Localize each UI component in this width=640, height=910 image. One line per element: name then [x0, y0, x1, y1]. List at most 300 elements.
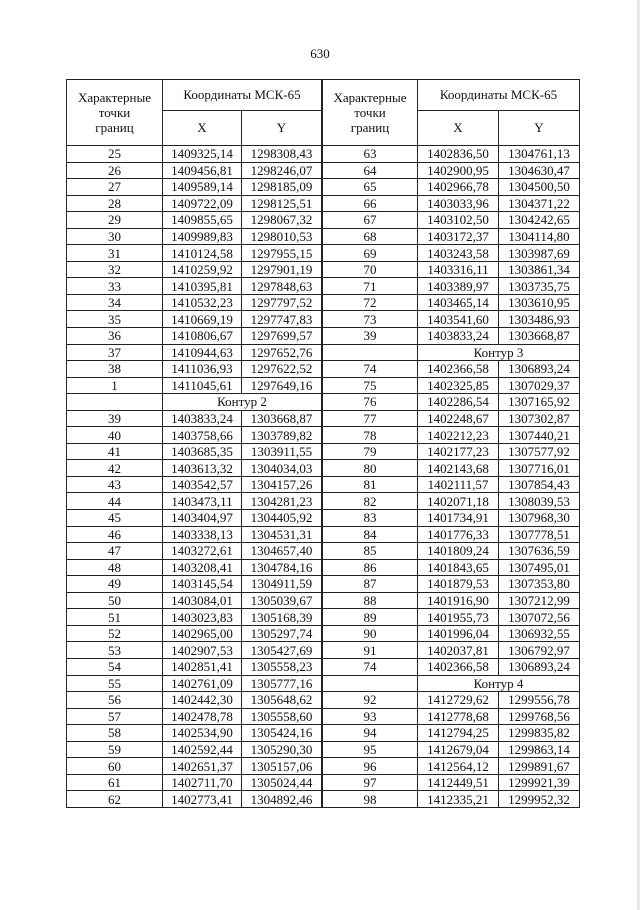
y-cell: 1308039,53: [499, 493, 580, 510]
table-row: [323, 394, 580, 411]
point-cell: 39: [67, 410, 163, 427]
point-cell: 96: [323, 758, 418, 775]
table-row: [67, 725, 322, 742]
point-header-line-2: точки: [98, 105, 131, 120]
empty-cell: [323, 344, 418, 361]
y-cell: 1307072,56: [499, 609, 580, 626]
y-cell: 1297699,57: [242, 328, 322, 345]
point-header-line-1: Характерные: [333, 90, 407, 105]
x-cell: 1402851,41: [163, 658, 242, 675]
y-cell: 1304281,23: [242, 493, 322, 510]
point-cell: 79: [323, 443, 418, 460]
y-cell: 1303911,55: [242, 443, 322, 460]
right-table-body: [323, 146, 580, 808]
table-row: [323, 576, 580, 593]
x-cell: 1403033,96: [418, 195, 499, 212]
table-row: [323, 278, 580, 295]
x-cell: 1402071,18: [418, 493, 499, 510]
x-cell: 1402177,23: [418, 443, 499, 460]
x-cell: 1409325,14: [163, 146, 242, 163]
y-column-header: Y: [242, 111, 322, 146]
x-cell: 1402965,00: [163, 625, 242, 642]
table-row: [67, 758, 322, 775]
point-cell: 66: [323, 195, 418, 212]
x-cell: 1401996,04: [418, 625, 499, 642]
x-cell: 1402592,44: [163, 741, 242, 758]
table-row: [323, 212, 580, 229]
y-cell: 1299863,14: [499, 741, 580, 758]
point-cell: 74: [323, 361, 418, 378]
table-row: [67, 526, 322, 543]
x-cell: 1410395,81: [163, 278, 242, 295]
x-cell: 1401916,90: [418, 592, 499, 609]
x-cell: 1409722,09: [163, 195, 242, 212]
x-cell: 1402212,23: [418, 427, 499, 444]
point-cell: 50: [67, 592, 163, 609]
x-cell: 1401776,33: [418, 526, 499, 543]
table-row: [67, 609, 322, 626]
y-cell: 1303486,93: [499, 311, 580, 328]
point-cell: 45: [67, 510, 163, 527]
table-row: [67, 576, 322, 593]
point-cell: 1: [67, 377, 163, 394]
y-cell: 1304371,22: [499, 195, 580, 212]
point-cell: 67: [323, 212, 418, 229]
y-cell: 1305648,62: [242, 692, 322, 709]
table-row: [67, 559, 322, 576]
y-cell: 1304911,59: [242, 576, 322, 593]
table-row: [67, 212, 322, 229]
contour-label: Контур 4: [418, 675, 580, 692]
y-cell: 1299891,67: [499, 758, 580, 775]
x-cell: 1403758,66: [163, 427, 242, 444]
table-row: [323, 245, 580, 262]
point-cell: 95: [323, 741, 418, 758]
point-cell: 77: [323, 410, 418, 427]
x-cell: 1411045,61: [163, 377, 242, 394]
x-cell: 1410124,58: [163, 245, 242, 262]
point-cell: 70: [323, 261, 418, 278]
x-cell: 1412679,04: [418, 741, 499, 758]
point-cell: 36: [67, 328, 163, 345]
y-cell: 1298125,51: [242, 195, 322, 212]
y-cell: 1307577,92: [499, 443, 580, 460]
point-cell: 30: [67, 228, 163, 245]
point-cell: 61: [67, 774, 163, 791]
point-cell: 40: [67, 427, 163, 444]
point-cell: 74: [323, 658, 418, 675]
y-cell: 1298246,07: [242, 162, 322, 179]
point-cell: 41: [67, 443, 163, 460]
point-cell: 87: [323, 576, 418, 593]
table-row: [67, 195, 322, 212]
table-row: [323, 328, 580, 345]
point-cell: 51: [67, 609, 163, 626]
point-column-header: [323, 80, 418, 146]
x-cell: 1402651,37: [163, 758, 242, 775]
table-row: [67, 361, 322, 378]
y-cell: 1305297,74: [242, 625, 322, 642]
table-row: [67, 427, 322, 444]
y-cell: 1307854,43: [499, 476, 580, 493]
point-cell: 43: [67, 476, 163, 493]
y-cell: 1307440,21: [499, 427, 580, 444]
table-row: [323, 774, 580, 791]
table-row: [67, 162, 322, 179]
x-cell: 1403145,54: [163, 576, 242, 593]
y-cell: 1297901,19: [242, 261, 322, 278]
table-row: [67, 443, 322, 460]
x-column-header: X: [418, 111, 499, 146]
y-cell: 1304242,65: [499, 212, 580, 229]
point-cell: 82: [323, 493, 418, 510]
x-cell: 1409855,65: [163, 212, 242, 229]
x-cell: 1412794,25: [418, 725, 499, 742]
y-cell: 1304784,16: [242, 559, 322, 576]
x-cell: 1401734,91: [418, 510, 499, 527]
x-cell: 1412778,68: [418, 708, 499, 725]
table-row: [323, 162, 580, 179]
table-row: [67, 510, 322, 527]
y-cell: 1307968,30: [499, 510, 580, 527]
point-cell: 84: [323, 526, 418, 543]
point-header-line-3: границ: [350, 120, 390, 135]
point-cell: 55: [67, 675, 163, 692]
table-row: [323, 179, 580, 196]
point-cell: 59: [67, 741, 163, 758]
x-column-header: X: [163, 111, 242, 146]
x-cell: 1403084,01: [163, 592, 242, 609]
point-cell: 78: [323, 427, 418, 444]
point-cell: 98: [323, 791, 418, 808]
y-cell: 1305777,16: [242, 675, 322, 692]
y-cell: 1297622,52: [242, 361, 322, 378]
x-cell: 1402248,67: [418, 410, 499, 427]
contour-label: Контур 3: [418, 344, 580, 361]
point-cell: 90: [323, 625, 418, 642]
point-header-line-3: границ: [95, 120, 134, 135]
y-cell: 1307165,92: [499, 394, 580, 411]
point-cell: 88: [323, 592, 418, 609]
y-cell: 1305424,16: [242, 725, 322, 742]
x-cell: 1402836,50: [418, 146, 499, 163]
y-cell: 1307212,99: [499, 592, 580, 609]
x-cell: 1401955,73: [418, 609, 499, 626]
point-cell: 25: [67, 146, 163, 163]
y-cell: 1305168,39: [242, 609, 322, 626]
x-cell: 1403404,97: [163, 510, 242, 527]
x-cell: 1402366,58: [418, 361, 499, 378]
page-number: 630: [310, 46, 330, 61]
contour-row: [323, 675, 580, 692]
x-cell: 1402773,41: [163, 791, 242, 808]
table-row: [323, 526, 580, 543]
y-cell: 1303735,75: [499, 278, 580, 295]
point-cell: 48: [67, 559, 163, 576]
y-cell: 1306792,97: [499, 642, 580, 659]
y-cell: 1304500,50: [499, 179, 580, 196]
y-cell: 1304405,92: [242, 510, 322, 527]
y-cell: 1303987,69: [499, 245, 580, 262]
x-cell: 1402111,57: [418, 476, 499, 493]
table-row: [67, 377, 322, 394]
x-cell: 1412449,51: [418, 774, 499, 791]
point-cell: 54: [67, 658, 163, 675]
table-row: [323, 758, 580, 775]
point-cell: 47: [67, 543, 163, 560]
x-cell: 1402966,78: [418, 179, 499, 196]
y-cell: 1305157,06: [242, 758, 322, 775]
y-cell: 1303861,34: [499, 261, 580, 278]
table-row: [323, 658, 580, 675]
table-row: [323, 708, 580, 725]
y-cell: 1306893,24: [499, 658, 580, 675]
table-row: [323, 609, 580, 626]
point-cell: 64: [323, 162, 418, 179]
x-cell: 1403316,11: [418, 261, 499, 278]
table-row: [323, 460, 580, 477]
point-cell: 89: [323, 609, 418, 626]
y-cell: 1306932,55: [499, 625, 580, 642]
x-cell: 1401843,65: [418, 559, 499, 576]
x-cell: 1403272,61: [163, 543, 242, 560]
table-row: [323, 410, 580, 427]
table-row: [67, 328, 322, 345]
x-cell: 1402711,70: [163, 774, 242, 791]
point-cell: 32: [67, 261, 163, 278]
y-cell: 1304157,26: [242, 476, 322, 493]
x-cell: 1412335,21: [418, 791, 499, 808]
point-cell: 94: [323, 725, 418, 742]
x-cell: 1403338,13: [163, 526, 242, 543]
y-cell: 1297955,15: [242, 245, 322, 262]
x-cell: 1409589,14: [163, 179, 242, 196]
x-cell: 1401809,24: [418, 543, 499, 560]
x-cell: 1403243,58: [418, 245, 499, 262]
left-table-body: [67, 146, 322, 808]
table-row: [323, 261, 580, 278]
table-row: [323, 791, 580, 808]
y-cell: 1297747,83: [242, 311, 322, 328]
point-cell: 35: [67, 311, 163, 328]
contour-label: Контур 2: [163, 394, 322, 411]
point-cell: 46: [67, 526, 163, 543]
table-row: [323, 559, 580, 576]
table-row: [323, 476, 580, 493]
table-row: [67, 774, 322, 791]
table-row: [67, 146, 322, 163]
point-cell: 91: [323, 642, 418, 659]
point-cell: 65: [323, 179, 418, 196]
x-cell: 1401879,53: [418, 576, 499, 593]
point-cell: 63: [323, 146, 418, 163]
point-cell: 73: [323, 311, 418, 328]
y-cell: 1306893,24: [499, 361, 580, 378]
x-cell: 1403833,24: [418, 328, 499, 345]
point-column-header: [67, 80, 163, 146]
empty-cell: [67, 394, 163, 411]
x-cell: 1403172,37: [418, 228, 499, 245]
y-cell: 1303610,95: [499, 294, 580, 311]
y-cell: 1304657,40: [242, 543, 322, 560]
x-cell: 1403542,57: [163, 476, 242, 493]
x-cell: 1410259,92: [163, 261, 242, 278]
y-cell: 1305427,69: [242, 642, 322, 659]
table-row: [67, 741, 322, 758]
point-cell: 58: [67, 725, 163, 742]
x-cell: 1402037,81: [418, 642, 499, 659]
table-row: [67, 311, 322, 328]
table-row: [67, 791, 322, 808]
point-cell: 86: [323, 559, 418, 576]
y-cell: 1304034,03: [242, 460, 322, 477]
coordinates-table-left: [66, 79, 322, 808]
y-cell: 1299556,78: [499, 692, 580, 709]
y-cell: 1305290,30: [242, 741, 322, 758]
table-row: [67, 460, 322, 477]
point-cell: 33: [67, 278, 163, 295]
x-cell: 1403613,32: [163, 460, 242, 477]
x-cell: 1410532,23: [163, 294, 242, 311]
point-cell: 97: [323, 774, 418, 791]
y-cell: 1298010,53: [242, 228, 322, 245]
table-row: [323, 741, 580, 758]
table-row: [67, 344, 322, 361]
y-cell: 1303789,82: [242, 427, 322, 444]
point-cell: 72: [323, 294, 418, 311]
table-row: [323, 427, 580, 444]
x-cell: 1409989,83: [163, 228, 242, 245]
table-row: [323, 543, 580, 560]
table-row: [323, 294, 580, 311]
point-cell: 39: [323, 328, 418, 345]
point-cell: 34: [67, 294, 163, 311]
y-cell: 1307716,01: [499, 460, 580, 477]
point-cell: 69: [323, 245, 418, 262]
point-cell: 76: [323, 394, 418, 411]
point-cell: 38: [67, 361, 163, 378]
y-cell: 1307636,59: [499, 543, 580, 560]
y-cell: 1298067,32: [242, 212, 322, 229]
x-cell: 1403473,11: [163, 493, 242, 510]
table-row: [67, 675, 322, 692]
point-cell: 37: [67, 344, 163, 361]
point-cell: 42: [67, 460, 163, 477]
x-cell: 1403023,83: [163, 609, 242, 626]
x-cell: 1402478,78: [163, 708, 242, 725]
y-cell: 1305558,23: [242, 658, 322, 675]
y-cell: 1299835,82: [499, 725, 580, 742]
x-cell: 1402366,58: [418, 658, 499, 675]
y-cell: 1304892,46: [242, 791, 322, 808]
y-cell: 1299952,32: [499, 791, 580, 808]
x-cell: 1403541,60: [418, 311, 499, 328]
coords-header: Координаты МСК-65: [163, 80, 322, 111]
x-cell: 1410806,67: [163, 328, 242, 345]
point-cell: 85: [323, 543, 418, 560]
x-cell: 1403685,35: [163, 443, 242, 460]
y-cell: 1305558,60: [242, 708, 322, 725]
table-row: [67, 543, 322, 560]
y-cell: 1305024,44: [242, 774, 322, 791]
table-row: [67, 708, 322, 725]
point-cell: 92: [323, 692, 418, 709]
point-cell: 28: [67, 195, 163, 212]
y-cell: 1304114,80: [499, 228, 580, 245]
y-cell: 1304630,47: [499, 162, 580, 179]
table-row: [67, 261, 322, 278]
x-cell: 1403833,24: [163, 410, 242, 427]
table-row: [323, 493, 580, 510]
y-cell: 1297797,52: [242, 294, 322, 311]
table-row: [323, 311, 580, 328]
point-cell: 49: [67, 576, 163, 593]
table-row: [67, 179, 322, 196]
empty-cell: [323, 675, 418, 692]
y-cell: 1305039,67: [242, 592, 322, 609]
contour-row: [67, 394, 322, 411]
x-cell: 1402325,85: [418, 377, 499, 394]
y-cell: 1307495,01: [499, 559, 580, 576]
x-cell: 1402900,95: [418, 162, 499, 179]
point-cell: 60: [67, 758, 163, 775]
x-cell: 1402534,90: [163, 725, 242, 742]
point-cell: 56: [67, 692, 163, 709]
table-row: [323, 592, 580, 609]
table-row: [67, 692, 322, 709]
table-row: [67, 625, 322, 642]
x-cell: 1402907,53: [163, 642, 242, 659]
x-cell: 1402761,09: [163, 675, 242, 692]
table-row: [67, 278, 322, 295]
x-cell: 1402143,68: [418, 460, 499, 477]
table-row: [323, 692, 580, 709]
y-cell: 1307029,37: [499, 377, 580, 394]
point-cell: 26: [67, 162, 163, 179]
x-cell: 1409456,81: [163, 162, 242, 179]
point-cell: 83: [323, 510, 418, 527]
y-cell: 1297848,63: [242, 278, 322, 295]
x-cell: 1412564,12: [418, 758, 499, 775]
x-cell: 1403102,50: [418, 212, 499, 229]
table-row: [323, 361, 580, 378]
table-row: [67, 493, 322, 510]
y-cell: 1303668,87: [242, 410, 322, 427]
point-cell: 44: [67, 493, 163, 510]
x-cell: 1410669,19: [163, 311, 242, 328]
y-cell: 1297652,76: [242, 344, 322, 361]
point-cell: 52: [67, 625, 163, 642]
table-row: [323, 377, 580, 394]
point-cell: 53: [67, 642, 163, 659]
table-row: [323, 642, 580, 659]
point-cell: 29: [67, 212, 163, 229]
table-row: [67, 658, 322, 675]
x-cell: 1410944,63: [163, 344, 242, 361]
table-row: [67, 592, 322, 609]
point-cell: 75: [323, 377, 418, 394]
point-cell: 31: [67, 245, 163, 262]
y-column-header: Y: [499, 111, 580, 146]
point-cell: 68: [323, 228, 418, 245]
coords-header: Координаты МСК-65: [418, 80, 580, 111]
y-cell: 1307353,80: [499, 576, 580, 593]
x-cell: 1402286,54: [418, 394, 499, 411]
y-cell: 1299768,56: [499, 708, 580, 725]
y-cell: 1303668,87: [499, 328, 580, 345]
y-cell: 1299921,39: [499, 774, 580, 791]
contour-row: [323, 344, 580, 361]
